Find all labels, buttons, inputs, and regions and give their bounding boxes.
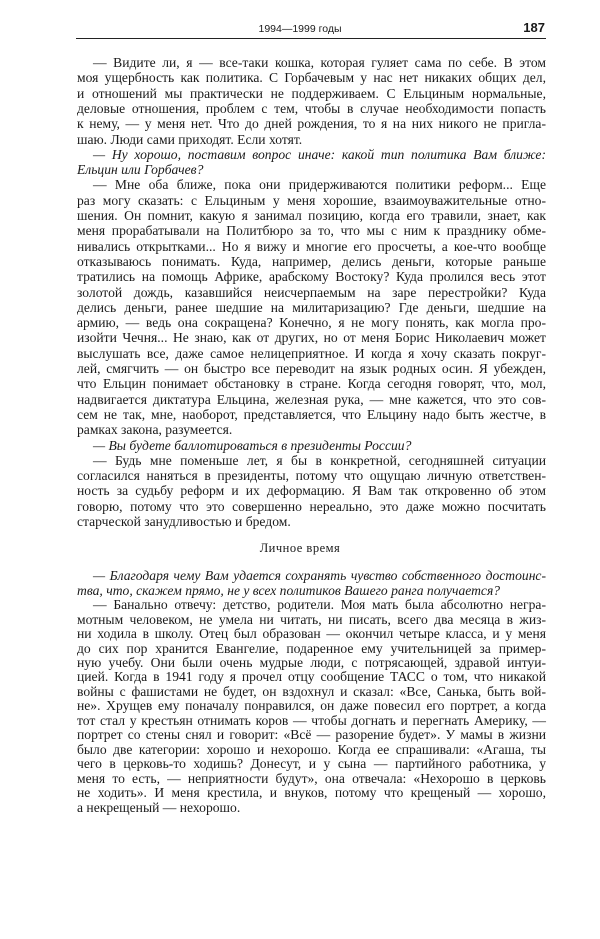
text-line: — Банально отвечу: детство, родители. Моя мать была абсолютно негра- (93, 597, 546, 613)
text-line: меня то есть, — неприятности будут», она отвечала: «Нехорошо в церковь (77, 770, 546, 786)
question-line: — Вы будете баллотироваться в президенты России? (93, 437, 412, 453)
text-line: изойти Чечня... Не знаю, как от других, но от меня Борис Николаевич может (77, 330, 546, 346)
text-line: не». Хрущев ему поначалу понравился, он даже повесил его портрет, а когда (77, 698, 546, 714)
text-line: к нему, — у меня нет. Что до дней рождения, то я на них никого не пригла- (77, 116, 546, 132)
text-line: согласился наняться в президенты, потому что ощущаю личную ответствен- (77, 468, 546, 484)
text-line: говорю, потому что это совершенно нереально, это даже можно посчитать (77, 498, 546, 514)
text-line: деловые отношения, проблем с тем, чтобы в случае необходимости попасть (77, 100, 546, 116)
text-line: цией. Когда в 1941 году я прочел отцу сообщение ТАСС о том, что никакой (77, 669, 546, 685)
text-line: — Будь мне поменьше лет, я бы в конкретной, сегодняшней ситуации (93, 452, 546, 468)
text-line: делись деньги, ранее шедшие на милитаризацию? Где деньги, шедшие на (77, 299, 546, 315)
text-line: — Видите ли, я — все-таки кошка, которая гуляет сама по себе. В этом (93, 55, 546, 70)
text-line: тратились на помощь Африке, арабскому Востоку? Куда пролился весь этот (77, 269, 546, 285)
header-rule (76, 38, 546, 39)
text-line: ность за судьбу реформ и их деформацию. Я Вам так откровенно об этом (77, 483, 546, 499)
text-line: выслушать все, даже самое нелицеприятное. И когда я хочу сказать покруг- (77, 345, 546, 361)
text-line: портрет со стены снял и говорит: «Всё — разорение будет». У мамы в жизни (77, 727, 546, 743)
question-line: — Ну хорошо, поставим вопрос иначе: какой тип политика Вам ближе: (93, 146, 546, 162)
text-line: мотным человеком, не умела ни читать, ни писать, всего два месяца в жиз- (77, 611, 546, 627)
text-line: шения. Он помнит, какую я занимал позицию, когда его травили, знает, как (77, 208, 546, 223)
text-line: золотой дождь, казавшийся неисчерпаемым на заре перестройки? Куда (77, 284, 546, 300)
text-line: лей, смягчить — он быстро все переводит на язык родных осин. Я убежден, (77, 361, 546, 376)
text-line: нивались открытками... Но я вижу и многие его просчеты, а кое-что вообще (77, 238, 546, 254)
question-line: — Благодаря чему Вам удается сохранять чувство собственного достоинс- (93, 568, 546, 584)
text-line: ную учебу. Они были очень мудрые люди, с потрясающей, здравой интуи- (77, 655, 546, 670)
text-line: сем не так, мне, наоборот, представляется, что Ельцину надо быть жестче, в (77, 406, 546, 422)
text-line: надвигается диктатура Ельцина, железная рука, — мне кажется, что это сов- (77, 391, 546, 407)
text-line: меня прорабатывали на Политбюро за то, что мы с ним к празднику обме- (77, 223, 546, 239)
text-line: армию, — ведь она сокращена? Конечно, я не могу понять, как могла про- (77, 315, 546, 331)
text-line: было две категории: хорошо и нехорошо. Когда ее спрашивали: «Агаша, ты (77, 741, 546, 757)
text-line: старческой занудливостью и бредом. (77, 514, 291, 529)
text-line: что Ельцин понимает обстановку в стране. Когда сегодня говорят, что, мол, (77, 376, 546, 392)
text-line: до сих пор хранится Евангелие, подаренное ему учительницей за пример- (77, 640, 546, 656)
text-line: отказываюсь понимать. Куда, например, делись деньги, которые раньше (77, 253, 546, 269)
text-line: моя ущербность как политика. С Горбачевым у нас нет никаких общих дел, (77, 70, 546, 86)
text-line: ни ходила в школу. Отец был образован — окончил четыре класса, и у меня (77, 626, 546, 642)
text-line: а некрещеный — нехорошо. (77, 799, 241, 815)
text-line: войны с фашистами не будет, он вздохнул и сказал: «Все, Санька, быть вой- (77, 683, 546, 699)
text-line: чего в церковь-то ходишь? Донесут, и у сына — партийного работника, у (77, 756, 546, 772)
page-number: 187 (523, 20, 545, 35)
text-line: раз могу сказать: с Ельциным у меня хорошие, взаимоуважительные отно- (77, 192, 546, 208)
question-line: Ельцин или Горбачев? (77, 162, 204, 178)
text-line: не ходить». И меня крестила, и внуков, потому что крещеный — хорошо, (77, 785, 546, 801)
text-line: рамках закона, разумеется. (77, 422, 233, 438)
section-heading: Личное время (259, 541, 341, 556)
running-header-title: 1994—1999 годы (258, 23, 342, 35)
text-line: тот стал у крестьян отнимать коров — чтобы догнать и перегнать Америку, — (77, 712, 546, 728)
text-line: шаю. Люди сами приходят. Если хотят. (77, 131, 303, 147)
text-line: — Мне оба ближе, пока они придерживаются политики реформ... Еще (93, 177, 546, 193)
text-line: и отношений мы практически не поддерживаем. С Ельциным нормальные, (77, 85, 546, 101)
question-line: тва, что, скажем прямо, не у всех политиков Вашего ранга получается? (77, 582, 501, 598)
